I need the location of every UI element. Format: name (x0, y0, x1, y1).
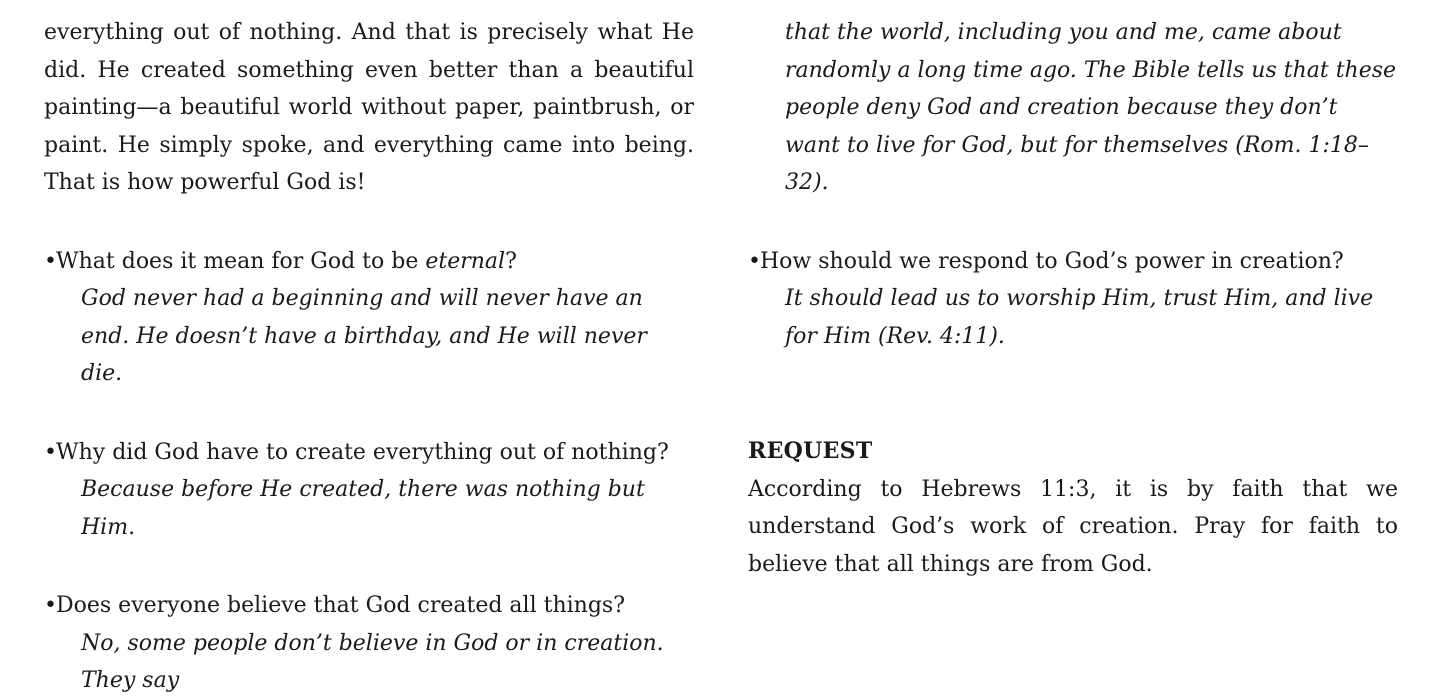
right-column (748, 14, 1398, 583)
left-column (44, 14, 694, 700)
answer-believe-start: No, some people don’t believe in God or in creation. They say (81, 630, 664, 693)
question-text-before: What does it mean for God to be (56, 248, 426, 274)
intro-paragraph: everything out of nothing. And that is precisely what He did. He created something even better than a beautiful painting—a beautiful world without paper, paintbrush, or paint. He simply spoke, and everything came into being. That is how powerful God is! (44, 20, 694, 195)
request-heading: REQUEST (748, 438, 873, 464)
question-nothing (44, 434, 694, 472)
question-text: How should we respond to God’s power in creation? (760, 248, 1344, 274)
question-believe (44, 587, 694, 625)
request-body: According to Hebrews 11:3, it is by faith that we understand God’s work of creation. Pray for faith to believe that all things are from God. (748, 476, 1398, 577)
answer-believe-continued: that the world, including you and me, came about randomly a long time ago. The Bible tells us that these people deny God and creation because they don’t want to live for God, but for themselves (Rom. 1:18–32). (785, 20, 1397, 195)
question-respond (748, 243, 1398, 281)
bullet: • (44, 593, 57, 618)
question-text: Why did God have to create everything out of nothing? (56, 439, 669, 465)
bullet: • (44, 439, 57, 465)
question-emphasis: eternal (425, 248, 506, 274)
question-text: Does everyone believe that God created all things? (56, 593, 625, 618)
answer-nothing: Because before He created, there was nothing but Him. (81, 477, 645, 540)
question-text-after: ? (505, 248, 517, 274)
bullet: • (748, 248, 761, 274)
answer-respond: It should lead us to worship Him, trust Him, and live for Him (Rev. 4:11). (785, 286, 1374, 349)
answer-eternal: God never had a beginning and will never have an end. He doesn’t have a birthday, and He will never die. (81, 286, 647, 386)
bullet: • (44, 248, 57, 274)
question-eternal (44, 243, 694, 281)
